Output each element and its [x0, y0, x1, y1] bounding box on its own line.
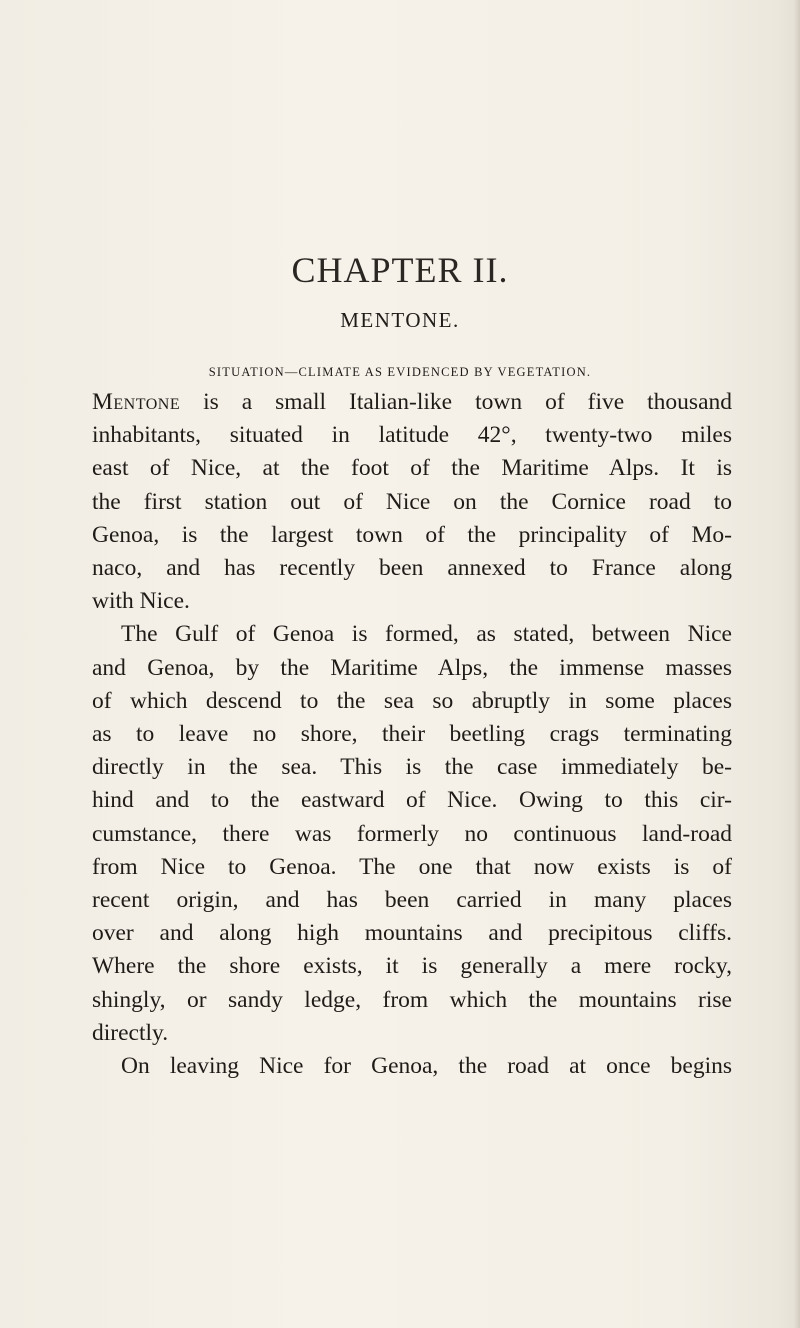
text-line: of which descend to the sea so abruptly in some places [92, 687, 732, 714]
body-text [92, 386, 732, 1083]
text-line: Genoa, is the largest town of the principality of Mo- [92, 521, 732, 548]
text-line: as to leave no shore, their beetling crags terminating [92, 721, 732, 748]
chapter-subtitle: SITUATION—CLIMATE AS EVIDENCED BY VEGETATION. [208, 365, 592, 379]
text-line: and Genoa, by the Maritime Alps, the immense masses [92, 654, 732, 681]
text-line-content: is a small Italian-like town of five thousand [180, 389, 732, 415]
text-line: cumstance, there was formerly no continuous land-road [92, 820, 732, 847]
text-line: inhabitants, situated in latitude 42°, twenty-two miles [92, 422, 732, 449]
page-edge-shadow [794, 0, 800, 1328]
text-line: shingly, or sandy ledge, from which the mountains rise [92, 986, 732, 1013]
text-line: directly. [92, 1019, 169, 1046]
text-line: with Nice. [92, 588, 190, 615]
lead-small-caps: Mentone [92, 389, 181, 415]
chapter-title: CHAPTER II. [291, 250, 509, 290]
text-line: recent origin, and has been carried in many places [92, 887, 732, 914]
text-line: The Gulf of Genoa is formed, as stated, between Nice [121, 621, 732, 648]
text-line: directly in the sea. This is the case immediately be- [92, 754, 732, 781]
text-line: over and along high mountains and precipitous cliffs. [92, 920, 732, 947]
text-line: hind and to the eastward of Nice. Owing to this cir- [92, 787, 732, 814]
text-line: the first station out of Nice on the Cornice road to [92, 488, 732, 515]
text-line: naco, and has recently been annexed to France along [92, 555, 732, 582]
text-line: Where the shore exists, it is generally a mere rocky, [92, 953, 732, 980]
text-line: east of Nice, at the foot of the Maritime Alps. It is [92, 455, 732, 482]
text-line: from Nice to Genoa. The one that now exists is of [92, 853, 732, 880]
text-line: On leaving Nice for Genoa, the road at once begins [121, 1053, 732, 1080]
place-title: MENTONE. [340, 308, 460, 332]
text-line [92, 386, 732, 419]
